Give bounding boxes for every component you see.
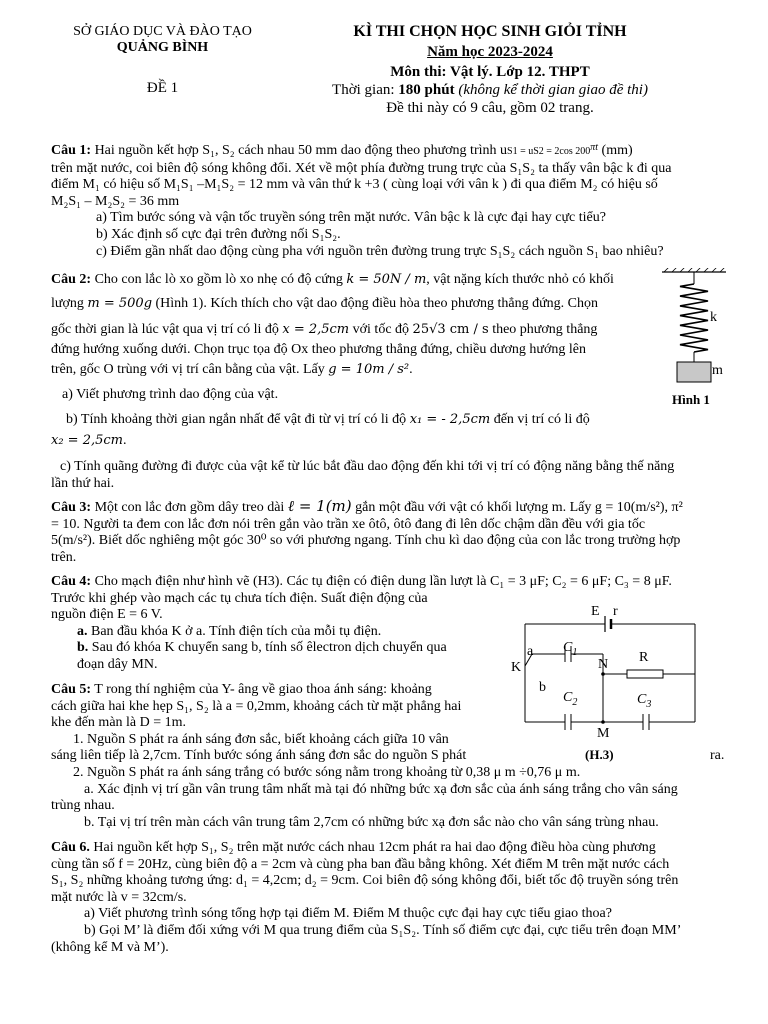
capacitor-C2-label: $C_2$ xyxy=(563,690,578,708)
q3-line-4: trên. xyxy=(51,549,77,565)
question-3 xyxy=(51,498,729,566)
q3-line-1: Câu 3: Một con lắc đơn gồm dây treo dài ℓ = 1(m) gắn một đầu với vật có khối lượng m. Lấy g = 10(m/s²), π² xyxy=(51,497,683,515)
q1-part-a: a) Tìm bước sóng và vận tốc truyền sóng trên mặt nước. Vân bậc k là cực đại hay cực tiểu? xyxy=(96,210,606,226)
q1-line-4: M₂S₁ – M₂S₂ = 36 mm xyxy=(51,193,180,209)
switch-K-label: K xyxy=(511,660,522,675)
time-prefix: Thời gian: xyxy=(332,82,399,98)
department-name: SỞ GIÁO DỤC VÀ ĐÀO TẠO xyxy=(73,24,252,39)
q2-line-4: đứng hướng xuống dưới. Chọn trục tọa độ Ox theo phương thẳng đứng, chiều dương hướng lên xyxy=(51,342,586,357)
q2-part-a: a) Viết phương trình dao động của vật. xyxy=(62,387,279,402)
q4-part-b-line-2: đoạn dây MN. xyxy=(77,656,158,672)
node-M-label: M xyxy=(597,726,610,741)
battery-r-label: r xyxy=(613,604,618,619)
time-note: (không kể thời gian giao đề thi) xyxy=(454,82,648,98)
q2-line-1: Câu 2: Cho con lắc lò xo gồm lò xo nhẹ có độ cứng k = 50N / m, vật nặng kích thước nhỏ có khối xyxy=(51,272,614,287)
q4-part-b-line-1: b. Sau đó khóa K chuyển sang b, tính số êlectron dịch chuyển qua xyxy=(77,640,447,656)
figure-1-caption: Hình 1 xyxy=(672,392,710,407)
q4-line-3: nguồn điện E = 6 V. xyxy=(51,607,163,623)
q6-line-4: mặt nước là v = 32cm/s. xyxy=(51,889,187,905)
q4-line-2: Trước khi ghép vào mạch các tụ chưa tích điện. Suất điện động của xyxy=(51,590,428,606)
q6-part-b-line-1: b) Gọi M’ là điểm đối xứng với M qua trung điểm của S₁S₂. Tính số điểm cực đại, cực tiểu trên đoạn MM’ xyxy=(84,922,682,938)
q2-part-b-line-1: b) Tính khoảng thời gian ngắn nhất để vật đi từ vị trí có li độ x₁ = - 2,5cm đến vị trí có li độ xyxy=(66,412,590,427)
school-year: Năm học 2023-2024 xyxy=(427,44,553,60)
q1-label: Câu 1: xyxy=(51,143,92,158)
question-2 xyxy=(51,268,651,382)
spring-diagram xyxy=(660,268,730,408)
q5-part-1-line-1: 1. Nguồn S phát ra ánh sáng đơn sắc, biết khoảng cách giữa 10 vân xyxy=(73,731,449,747)
subject-line: Môn thi: Vật lý. Lớp 12. THPT xyxy=(390,64,590,80)
q5-part-2a-line-1: a. Xác định vị trí gần vân trung tâm nhất mà tại đó những bức xạ đơn sắc của ánh sáng trắng cho vân sáng xyxy=(84,781,678,797)
mass-m-label: m xyxy=(712,363,723,378)
figure-h3-caption: (H.3) xyxy=(585,747,614,762)
capacitor-C1-label: $C_1$ xyxy=(563,640,578,658)
province-name: QUẢNG BÌNH xyxy=(116,40,209,55)
q5-part-2b: b. Tại vị trí trên màn cách vân trung tâm 2,7cm có những bức xạ đơn sắc nào cho vân sáng trùng nhau. xyxy=(84,814,659,830)
q6-line-1: Câu 6. Hai nguồn kết hợp S₁, S₂ trên mặt nước cách nhau 12cm phát ra hai dao động điều hòa cùng phương xyxy=(51,840,656,855)
capacitor-C3-label: $C_3$ xyxy=(637,692,652,710)
q2-line-5: trên, gốc O trùng với vị trí cân bằng của vật. Lấy g = 10m / s². xyxy=(51,362,413,377)
q5-part-2a-line-2: trùng nhau. xyxy=(51,798,115,814)
switch-a-label: a xyxy=(527,644,534,659)
q6-line-2: cùng tần số f = 20Hz, cùng biên độ a = 2cm và cùng pha ban đầu bằng không. Xét điểm M trên mặt nước cách xyxy=(51,856,670,872)
q2-part-c-line-2: lần thứ hai. xyxy=(51,476,115,491)
q4-label: Câu 4: xyxy=(51,574,92,589)
q3-label: Câu 3: xyxy=(51,500,92,515)
q1-line-3: điểm M₁ có hiệu số M₁S₁ –M₁S₂ = 12 mm và vân thứ k +3 ( cùng loại với vân k ) đi qua điểm M₂ có hiệu số xyxy=(51,177,658,193)
circuit-diagram xyxy=(505,602,720,762)
time-line xyxy=(280,82,700,98)
q6-label: Câu 6. xyxy=(51,840,90,855)
q3-line-2: = 10. Người ta đem con lắc đơn nói trên gắn vào trần xe ôtô, ôtô đang đi lên dốc chậm dần đều với gia tốc xyxy=(51,516,646,532)
q2-part-c-line-1: c) Tính quãng đường đi được của vật kể từ lúc bắt đầu dao động đến khi tới vị trí có động năng bằng thế năng xyxy=(60,459,675,474)
q2-part-b-line-2: x₂ = 2,5cm. xyxy=(51,433,127,448)
q4-line-1: Câu 4: Cho mạch điện như hình vẽ (H3). Các tụ điện có điện dung lần lượt là C₁ = 3 μF; C₂ = 6 μF; C₃ = 8 μF. xyxy=(51,574,672,589)
question-6 xyxy=(51,840,729,956)
q5-label: Câu 5: xyxy=(51,682,92,697)
pages-note: Đề thi này có 9 câu, gồm 02 trang. xyxy=(386,100,594,116)
node-N-label: N xyxy=(598,657,609,672)
q2-line-3: gốc thời gian là lúc vật qua vị trí có li độ x = 2,5cm với tốc độ 25√3 cm / s theo phương thẳng xyxy=(51,322,598,337)
switch-b-label: b xyxy=(539,680,546,695)
spring-k-label: k xyxy=(710,310,717,325)
q1-line-1: Câu 1: Hai nguồn kết hợp S₁, S₂ cách nhau 50 mm dao động theo phương trình uS1 = uS2 = 2cos $200^{\pi t}$ (mm) xyxy=(51,142,633,158)
q6-part-a: a) Viết phương trình sóng tổng hợp tại điểm M. Điểm M thuộc cực đại hay cực tiểu giao thoa? xyxy=(84,906,612,922)
q5-line-2: cách giữa hai khe hẹp S₁, S₂ là a = 0,2mm, khoảng cách từ mặt phẳng hai xyxy=(51,698,462,714)
question-1 xyxy=(51,140,729,260)
time-value: 180 phút xyxy=(398,82,455,98)
q4-part-a: a. Ban đầu khóa K ở a. Tính điện tích của mỗi tụ điện. xyxy=(77,623,382,639)
figure-h3-circuit xyxy=(505,602,720,762)
resistor-R-label: R xyxy=(639,650,649,665)
q6-part-b-line-2: (không kể M và M’). xyxy=(51,939,169,955)
q1-part-c: c) Điểm gần nhất dao động cùng pha với nguồn trên đường trung trực S₁S₂ cách nguồn S₁ bao nhiêu? xyxy=(96,243,664,259)
q5-part-2: 2. Nguồn S phát ra ánh sáng trắng có bước sóng nằm trong khoảng từ 0,38 μ m ÷0,76 μ m. xyxy=(73,764,581,780)
q3-line-3: 5(m/s²). Biết dốc nghiêng một góc 30⁰ so với phương ngang. Tính chu kì dao động của con lắc trong trường hợp xyxy=(51,533,681,549)
q2-label: Câu 2: xyxy=(51,272,92,287)
mass-block xyxy=(677,362,711,382)
spring-coil xyxy=(680,284,708,352)
q2-line-2: lượng m = 500g (Hình 1). Kích thích cho vật dao động điều hòa theo phương thẳng đứng. Chọn xyxy=(51,296,599,311)
q1-part-b: b) Xác định số cực đại trên đường nối S₁S₂. xyxy=(96,226,341,242)
exam-code: ĐỀ 1 xyxy=(146,80,179,96)
q5-line-1: Câu 5: T rong thí nghiệm của Y- âng về giao thoa ánh sáng: khoảng xyxy=(51,682,432,697)
q6-line-3: S₁, S₂ những khoảng tương ứng: d₁ = 4,2cm; d₂ = 9cm. Coi biên độ sóng không đổi, biết tốc độ truyền sóng trên xyxy=(51,873,679,889)
q5-line-3: khe đến màn là D = 1m. xyxy=(51,715,187,731)
battery-E-label: E xyxy=(591,604,600,619)
q1-line-2: trên mặt nước, coi biên độ sóng không đổi. Xét về một phía đường trung trực của S₁S₂ ta thấy vân bậc k đi qua xyxy=(51,160,672,176)
exam-title: KÌ THI CHỌN HỌC SINH GIỎI TỈNH xyxy=(353,23,627,40)
q5-part-1-line-2: sáng liên tiếp là 2,7cm. Tính bước sóng ánh sáng đơn sắc do nguồn S phát ra. xyxy=(51,748,725,764)
figure-1-spring xyxy=(660,268,730,408)
